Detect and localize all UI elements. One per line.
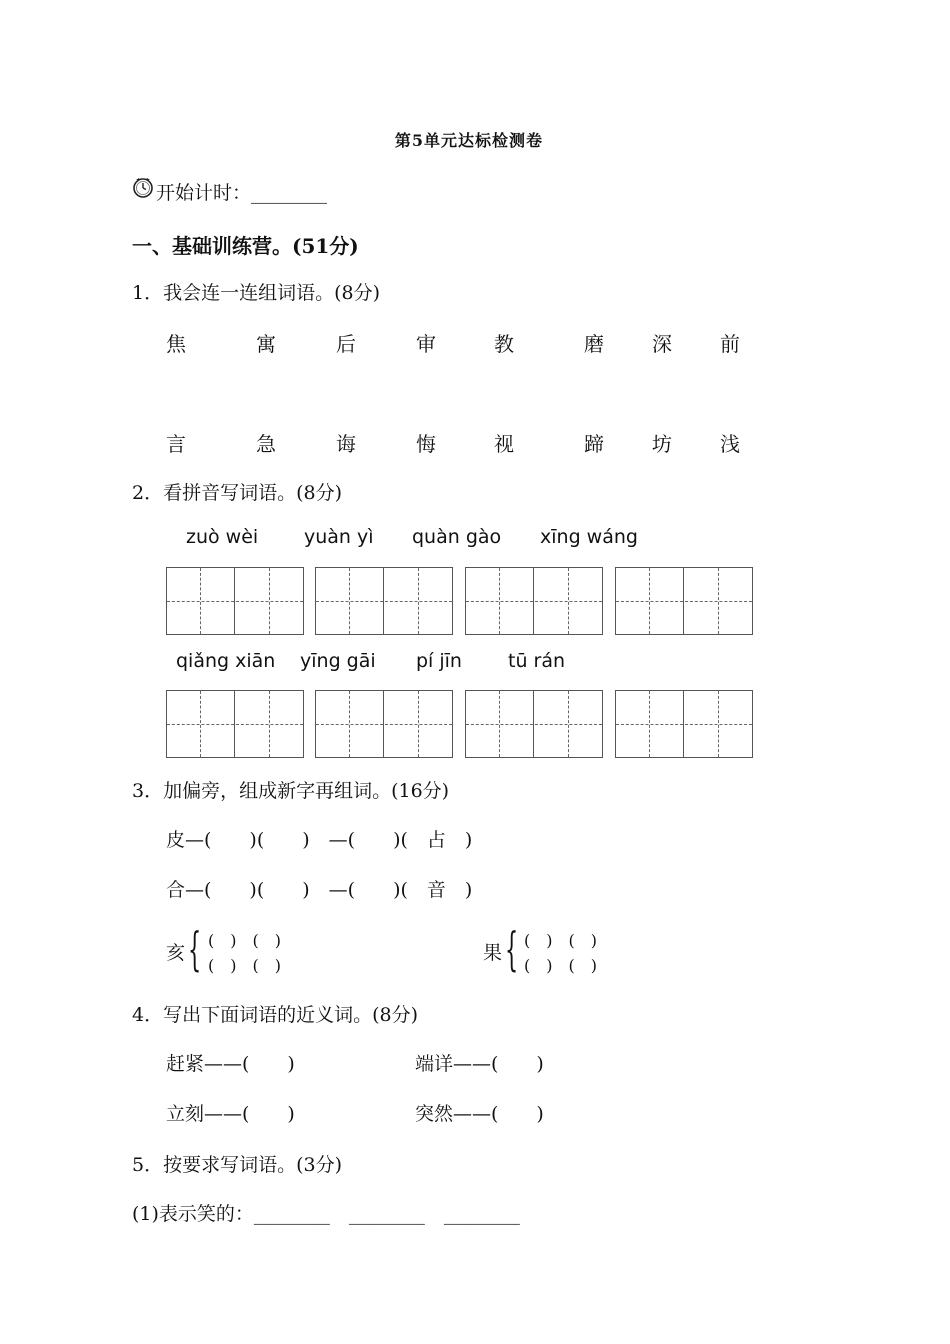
pinyin-6: yīng gāi	[300, 650, 376, 672]
page-title: 第5单元达标检测卷	[394, 131, 544, 150]
char-bottom-7[interactable]: 坊	[652, 432, 672, 456]
char-top-8[interactable]: 前	[720, 332, 740, 356]
writing-grid-1[interactable]	[166, 567, 304, 635]
char-top-6[interactable]: 磨	[584, 332, 604, 356]
question-5-label: 5．按要求写词语。(3分)	[132, 1154, 343, 1176]
question-3-label: 3．加偏旁，组成新字再组词。(16分)	[132, 780, 450, 802]
question-1-label: 1．我会连一连组词语。(8分)	[132, 282, 381, 304]
q3-line-pi[interactable]: 皮—( )( ) —( )( 占 )	[166, 829, 473, 851]
char-top-2[interactable]: 寓	[256, 332, 276, 356]
q4-item-ganjin[interactable]: 赶紧——( )	[166, 1053, 295, 1075]
pinyin-7: pí jīn	[416, 650, 462, 672]
writing-grid-5[interactable]	[166, 690, 304, 758]
q3-char-hai: 亥	[166, 942, 186, 964]
char-bottom-5[interactable]: 视	[494, 432, 514, 456]
pinyin-3: quàn gào	[412, 526, 502, 548]
q4-item-turan[interactable]: 突然——( )	[415, 1103, 544, 1125]
q5-sub-1[interactable]: (1)表示笑的：________ ________ ________	[132, 1203, 520, 1225]
q4-item-like[interactable]: 立刻——( )	[166, 1103, 295, 1125]
char-bottom-4[interactable]: 悔	[416, 432, 436, 456]
q4-item-duanxiang[interactable]: 端详——( )	[415, 1053, 544, 1075]
pinyin-2: yuàn yì	[304, 526, 374, 548]
writing-grid-7[interactable]	[465, 690, 603, 758]
char-top-7[interactable]: 深	[652, 332, 672, 356]
pinyin-1: zuò wèi	[186, 526, 259, 548]
brace-hai: {	[188, 922, 202, 976]
writing-grid-4[interactable]	[615, 567, 753, 635]
writing-grid-2[interactable]	[315, 567, 453, 635]
pinyin-8: tū rán	[508, 650, 566, 672]
char-top-3[interactable]: 后	[336, 332, 356, 356]
q3-line-he[interactable]: 合—( )( ) —( )( 音 )	[166, 879, 473, 901]
char-top-1[interactable]: 焦	[166, 332, 186, 356]
question-2-label: 2．看拼音写词语。(8分)	[132, 482, 343, 504]
pinyin-5: qiǎng xiān	[176, 650, 276, 672]
char-bottom-3[interactable]: 诲	[336, 432, 356, 456]
q3-guo-blank-1[interactable]: ( ) ( )	[524, 931, 597, 950]
section-basic-training: 一、基础训练营。(51分)	[132, 234, 359, 258]
char-bottom-2[interactable]: 急	[256, 432, 276, 456]
writing-grid-8[interactable]	[615, 690, 753, 758]
question-4-label: 4．写出下面词语的近义词。(8分)	[132, 1004, 419, 1026]
clock-icon	[132, 176, 154, 198]
q3-hai-blank-2[interactable]: ( ) ( )	[208, 956, 281, 975]
q3-guo-blank-2[interactable]: ( ) ( )	[524, 956, 597, 975]
writing-grid-3[interactable]	[465, 567, 603, 635]
q3-hai-blank-1[interactable]: ( ) ( )	[208, 931, 281, 950]
char-top-4[interactable]: 审	[416, 332, 436, 356]
char-top-5[interactable]: 教	[494, 332, 514, 356]
char-bottom-8[interactable]: 浅	[720, 432, 740, 456]
timer-label: 开始计时：________	[156, 182, 328, 204]
writing-grid-6[interactable]	[315, 690, 453, 758]
q3-char-guo: 果	[483, 942, 503, 964]
char-bottom-1[interactable]: 言	[166, 432, 186, 456]
pinyin-4: xīng wáng	[540, 526, 638, 548]
brace-guo: {	[505, 922, 519, 976]
char-bottom-6[interactable]: 蹄	[584, 432, 604, 456]
